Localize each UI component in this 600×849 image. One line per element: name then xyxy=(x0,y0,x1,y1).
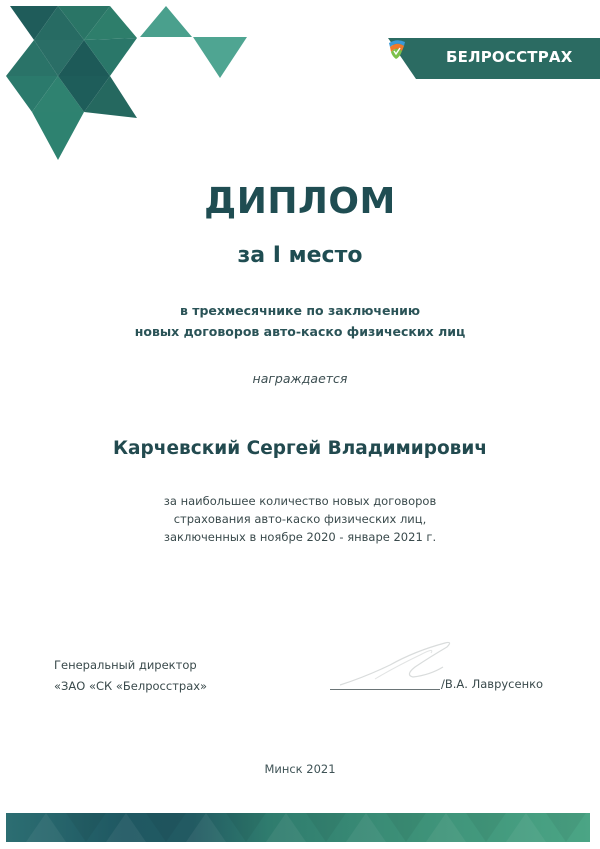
signature-line xyxy=(330,689,440,690)
signer-position xyxy=(54,655,207,697)
signer-position-line-2: «ЗАО «СК «Белросстрах» xyxy=(54,679,208,693)
brand-banner xyxy=(388,38,600,79)
award-reason xyxy=(0,492,600,546)
city-year: Минск 2021 xyxy=(264,762,336,776)
recipient-name: Карчевский Сергей Владимирович xyxy=(112,438,488,459)
brand-name: БЕЛРОССТРАХ xyxy=(446,48,573,66)
reason-line-3: заключенных в ноябре 2020 - январе 2021 г. xyxy=(163,530,437,544)
contest-line-2: новых договоров авто-каско физических лиц xyxy=(134,324,466,339)
signer-position-line-1: Генеральный директор xyxy=(54,658,197,672)
signer-name: /В.А. Лаврусенко xyxy=(441,677,544,691)
awarded-label: награждается xyxy=(252,371,348,386)
geometric-triangles-decoration xyxy=(0,0,260,170)
reason-line-2: страхования авто-каско физических лиц, xyxy=(173,512,427,526)
contest-description xyxy=(0,300,600,342)
contest-line-1: в трехмесячнике по заключению xyxy=(179,303,421,318)
diploma-title: ДИПЛОМ xyxy=(204,181,396,222)
shield-check-icon xyxy=(388,38,406,60)
reason-line-1: за наибольшее количество новых договоров xyxy=(163,494,437,508)
diploma-place: за I место xyxy=(237,243,363,268)
geometric-triangles-footer-band xyxy=(6,813,590,842)
